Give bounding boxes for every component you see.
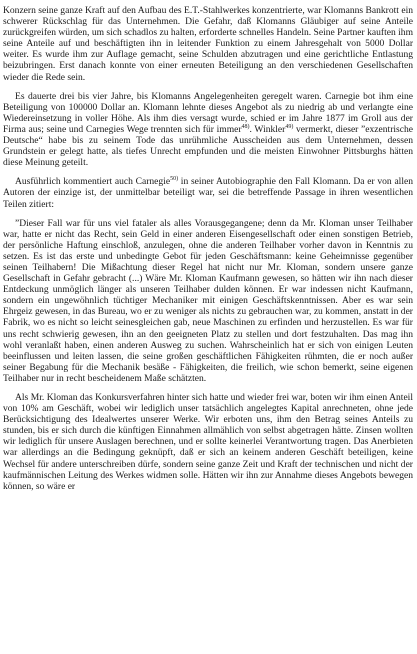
paragraph-text: Es dauerte drei bis vier Jahre, bis Klomanns Angelegenheiten geregelt waren. Carnegie bot ihm eine Beteiligung von 100000 Dollar an. Klomann lehnte dieses Angebot als zu niedrig ab und verlangte eine Wiedereinsetzung in voller Höhe. Als ihm dies versagt wurde, schied er im Jahre 1877 im Groll aus der Firma aus; seine und Carnegies Wege trennten sich für immer: [3, 90, 413, 135]
paragraph-2: [3, 91, 413, 169]
paragraph-text: in seiner Autobiographie den Fall Klomann. Da er von allen Autoren der einzige ist, der unmittelbar beteiligt war, sei die betreffende Passage in ihren wesentlichen Teilen zitiert:: [3, 176, 413, 210]
paragraph-text: ”Dieser Fall war für uns viel fataler als alles Vorausgegangene; denn da Mr. Kloman unser Teilhaber war, hatte er nicht das Recht, sein Geld in einer anderen Eisengesellschaft oder einen sonstigen Betrieb, der persönliche Haftung einschloß, anzulegen, ohne die anderen Teilhaber vorher davon in Kenntnis zu setzen. Es ist das erste und unbedingte Gebot für jeden Geschäftsmann: keine Geheimnisse gegenüber seinen Teilhabern! Die Mißachtung dieser Regel hat nicht nur Mr. Kloman, sondern unsere ganze Gesellschaft in Gefahr gebracht (...) Wäre Mr. Kloman Kaufmann gewesen, so hätten wir ihn nach dieser Entdeckung unmöglich länger als unseren Teilhaber dulden können. Er war indessen nicht Kaufmann, sondern ein ungewöhnlich tüchtiger Mechaniker mit einigen Geschäftskenntnissen. Aber es war sein Ehrgeiz gewesen, in das Bureau, wo er zu weniger als nichts zu gebrauchen war, zu kommen, anstatt in der Fabrik, wo es nicht so leicht seinesgleichen gab, neue Maschinen zu erfinden und herzustellen. Es war für uns recht schwierig gewesen, ihn an den geeigneten Platz zu stellen und dort festzuhalten. Das mag ihn wohl veranlaßt haben, einen anderen Ausweg zu suchen. Wahrscheinlich hat er sich von einigen Leuten beeinflussen und leiten lassen, die seine großen geschäftlichen Fähigkeiten rühmten, die er noch außer seiner Begabung für die Mechanik besäße - Fähigkeiten, die freilich, wie schon bemerkt, seine eigenen Teilhaber nur in recht bescheidenem Maße schätzten.: [3, 217, 413, 384]
quotation-paragraph-1: [3, 218, 413, 384]
paragraph-text: Als Mr. Kloman das Konkursverfahren hinter sich hatte und wieder frei war, boten wir ihm einen Anteil von 10% am Geschäft, wobei wir lediglich unser tatsächlich angelegtes Kapital anrechneten, ohne jede Berücksichtigung des Idealwertes unserer Werke. Wir erboten uns, ihm den Betrag seines Anteils zu stunden, bis er sich durch die künftigen Einnahmen allmählich von selbst abgetragen hätte. Zinsen wollten wir lediglich für unsere Auslagen berechnen, und er sollte keinerlei Verantwortung tragen. Das Anerbieten war allerdings an die Bedingung geknüpft, daß er sich an keinem anderen Geschäft beteiligen, keine Wechsel für andere unterschreiben dürfe, sondern seine ganze Zeit und Kraft der technischen und nicht der kaufmännischen Leitung des Werkes widmen solle. Hätten wir ihn zur Annahme dieses Angebots bewegen können, so wäre er: [3, 392, 413, 492]
footnote-ref-50: 50): [170, 176, 179, 183]
paragraph-text: Ausführlich kommentiert auch Carnegie: [15, 176, 171, 188]
footnote-ref-49: 49): [285, 123, 294, 130]
quotation-paragraph-2: [3, 392, 413, 492]
paragraph-text: vermerkt, dieser ”exzentrische Deutsche“ habe bis zu seinem Tode das unrühmliche Ausscheiden aus dem Unternehmen, dessen Grundstein er gelegt hatte, als tiefes Unrecht empfunden und die meisten Einwohner Pittsburghs hätten diese Meinung geteilt.: [3, 123, 413, 169]
paragraph-1: [3, 5, 413, 83]
paragraph-text: . Winkler: [249, 123, 286, 135]
paragraph-3: [3, 176, 413, 209]
footnote-ref-48: 48): [241, 123, 250, 130]
paragraph-text: Konzern seine ganze Kraft auf den Aufbau des E.T.-Stahlwerkes konzentrierte, war Klomanns Bankrott ein schwerer Rückschlag für das Unternehmen. Die Gefahr, daß Klomanns Gläubiger auf seine Anteile zurückgreifen würden, um sich schadlos zu halten, erforderte schnelles Handeln. Seine Partner kauften ihm seine Anteile auf und beschäftigten ihn in leitender Funktion zu einem Jahresgehalt von 5000 Dollar weiter. Es wurde ihm zur Auflage gemacht, seine Schulden abzutragen und eine gerichtliche Entlastung beizubringen. Erst danach konnte von einer erneuten Beteiligung an den verschiedenen Gesellschaften wieder die Rede sein.: [3, 5, 413, 83]
